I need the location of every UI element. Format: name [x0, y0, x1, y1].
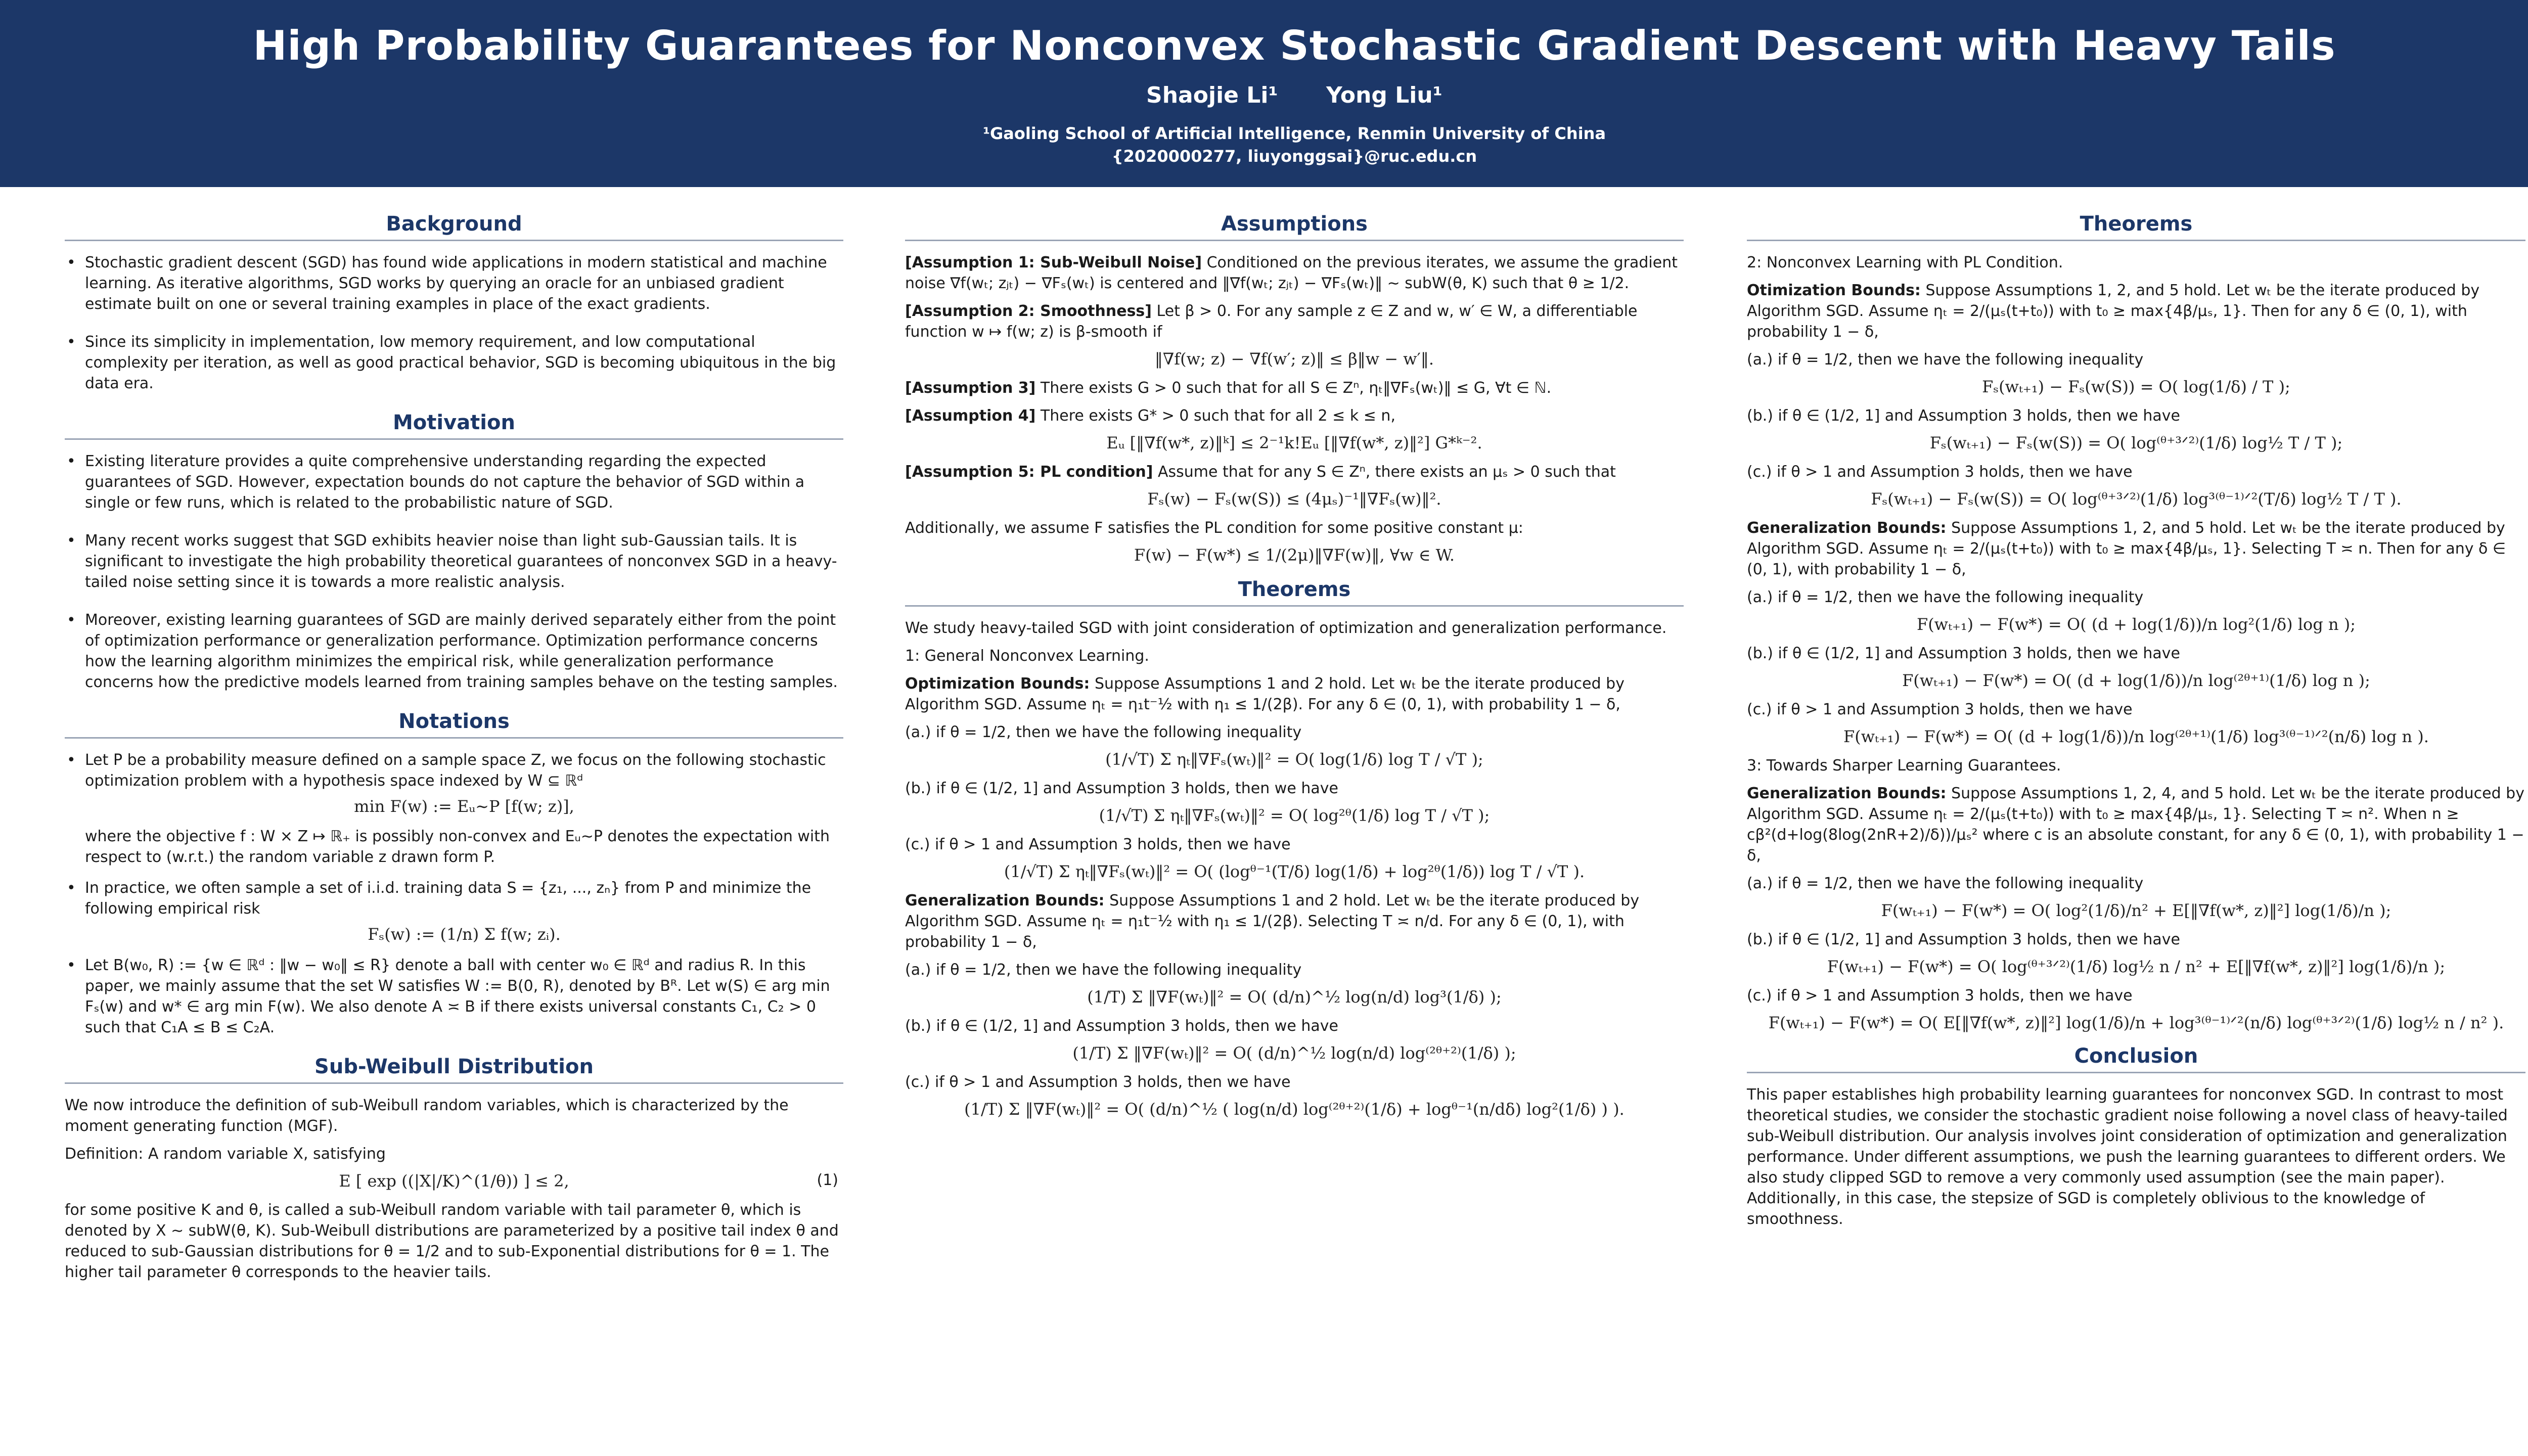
section-heading-theorems-middle: Theorems — [905, 578, 1684, 607]
optimization-bounds-1-label: Optimization Bounds: — [905, 675, 1090, 693]
generalization-bounds-2-label: Generalization Bounds: — [1747, 519, 1947, 537]
assumption-2-label: [Assumption 2: Smoothness] — [905, 302, 1152, 320]
case-2-title: 2: Nonconvex Learning with PL Condition. — [1747, 254, 2063, 271]
assumption-3-text: There exists G > 0 such that for all S ∈ Zⁿ, ηₜ‖∇Fₛ(wₜ)‖ ≤ G, ∀t ∈ ℕ. — [1040, 379, 1552, 397]
background-bullet-2: • Since its simplicity in implementation, low memory requirement, and low computational complexity per iteration, as well as good practical behavior, SGD is becoming ubiquitous in the big data era. — [65, 332, 843, 394]
subweibull-intro: We now introduce the definition of sub-Weibull random variables, which is characterized by the moment generating function (MGF). — [65, 1097, 789, 1135]
section-heading-subweibull: Sub-Weibull Distribution — [65, 1055, 843, 1084]
equation-moment: Eᵤ [‖∇f(w*, z)‖ᵏ] ≤ 2⁻¹k!Eᵤ [‖∇f(w*, z)‖²] G*ᵏ⁻². — [1106, 433, 1482, 452]
section-heading-assumptions: Assumptions — [905, 212, 1684, 241]
sharp-case-c: (c.) if θ > 1 and Assumption 3 holds, then we have — [1747, 987, 2133, 1005]
generalization-bounds-2 — [1747, 518, 2525, 580]
equation-empirical-risk: Fₛ(w) := (1/n) Σ f(w; zᵢ). — [368, 925, 561, 944]
equation-gen2-a: F(wₜ₊₁) − F(w*) = O( (d + log(1/δ))/n log²(1/δ) log n ); — [1916, 615, 2356, 634]
optimization-bounds-2-text: Suppose Assumptions 1, 2, and 5 hold. Let wₜ be the iterate produced by Algorithm SGD. Assume ηₜ = 2/(μₛ(t+t₀)) with t₀ ≥ max{4β/μₛ, 1}. Then for any δ ∈ (0, 1), with probability 1 − δ, — [1747, 282, 2480, 341]
case-1-title: 1: General Nonconvex Learning. — [905, 647, 1149, 665]
section-heading-notations: Notations — [65, 710, 843, 739]
conclusion-text: This paper establishes high probability learning guarantees for nonconvex SGD. In contrast to most theoretical studies, we consider the stochastic gradient noise following a novel class of heavy-tailed sub-Weibull distribution. Our analysis involves joint consideration of optimization and generalization performance. Under different assumptions, we push the learning guarantees to different orders. We also study clipped SGD to remove a very commonly used assumption (see the main paper). Additionally, in this case, the stepsize of SGD is completely oblivious to the knowledge of smoothness. — [1747, 1086, 2508, 1228]
motivation-bullet-3: • Moreover, existing learning guarantees of SGD are mainly derived separately either from the point of optimization performance or generalization performance. Optimization performance concerns how the learning algorithm minimizes the empirical risk, while generalization performance concerns how the predictive models learned from training samples behave on the testing samples. — [65, 610, 843, 693]
opt1-case-a: (a.) if θ = 1/2, then we have the following inequality — [905, 723, 1302, 741]
column-left — [65, 212, 843, 1290]
background-bullet-1: • Stochastic gradient descent (SGD) has found wide applications in modern statistical and machine learning. As iterative algorithms, SGD works by querying an oracle for an unbiased gradient estimate built on one or several training examples in place of the exact gradients. — [65, 252, 843, 314]
equation-objective: min F(w) := Eᵤ∼P [f(w; z)], — [354, 797, 574, 816]
notations-bullet-1 — [65, 750, 843, 868]
equation-opt1-b: (1/√T) Σ ηₜ‖∇Fₛ(wₜ)‖² = O( log²ᶿ(1/δ) log T / √T ); — [1099, 806, 1490, 825]
author-list — [0, 82, 2528, 108]
optimization-bounds-1-text: Suppose Assumptions 1 and 2 hold. Let wₜ be the iterate produced by Algorithm SGD. Assume ηₜ = η₁t⁻½ with η₁ ≤ 1/(2β). For any δ ∈ (0, 1), with probability 1 − δ, — [905, 675, 1624, 713]
optimization-bounds-1 — [905, 673, 1684, 715]
assumption-4 — [905, 405, 1684, 426]
assumption-1-text: Conditioned on the previous iterates, we assume the gradient noise ∇f(wₜ; zⱼₜ) − ∇Fₛ(wₜ) is centered and ‖∇f(wₜ; zⱼₜ) − ∇Fₛ(wₜ)‖ ∼ subW(θ, K) such that θ ≥ 1/2. — [905, 254, 1678, 292]
equation-opt2-c: Fₛ(wₜ₊₁) − Fₛ(w(S)) = O( log⁽ᶿ⁺³ᐟ²⁾(1/δ) log³⁽ᶿ⁻¹⁾ᐟ²(T/δ) log½ T / T ). — [1871, 489, 2402, 509]
assumption-extra: Additionally, we assume F satisfies the PL condition for some positive constant μ: — [905, 519, 1523, 537]
opt2-case-b: (b.) if θ ∈ (1/2, 1] and Assumption 3 holds, then we have — [1747, 407, 2180, 425]
equation-gen2-c: F(wₜ₊₁) − F(w*) = O( (d + log(1/δ))/n log⁽²ᶿ⁺¹⁾(1/δ) log³⁽ᶿ⁻¹⁾ᐟ²(n/δ) log n ). — [1843, 727, 2429, 746]
equation-gen1-c: (1/T) Σ ‖∇F(wₜ)‖² = O( (d/n)^½ ( log(n/d) log⁽²ᶿ⁺²⁾(1/δ) + logᶿ⁻¹(n/dδ) log²(1/δ) ) ). — [964, 1100, 1624, 1119]
theorems-intro: We study heavy-tailed SGD with joint consideration of optimization and generalization performance. — [905, 619, 1667, 637]
optimization-bounds-2 — [1747, 280, 2525, 342]
notations-bullet-3: • Let B(w₀, R) := {w ∈ ℝᵈ : ‖w − w₀‖ ≤ R} denote a ball with center w₀ ∈ ℝᵈ and radius R. In this paper, we mainly assume that the set W satisfies W := B(0, R), denoted by Bᴿ. Let w(S) ∈ arg min Fₛ(w) and w* ∈ arg min F(w). We also denote A ≍ B if there exists universal constants C₁, C₂ > 0 such that C₁A ≤ B ≤ C₂A. — [65, 955, 843, 1038]
author-2: Yong Liu¹ — [1326, 82, 1442, 108]
assumption-1-label: [Assumption 1: Sub-Weibull Noise] — [905, 254, 1202, 271]
column-right — [1747, 212, 2525, 1237]
equation-gen2-b: F(wₜ₊₁) − F(w*) = O( (d + log(1/δ))/n log⁽²ᶿ⁺¹⁾(1/δ) log n ); — [1902, 671, 2370, 690]
optimization-bounds-2-label: Otimization Bounds: — [1747, 282, 1921, 299]
opt1-case-b: (b.) if θ ∈ (1/2, 1] and Assumption 3 holds, then we have — [905, 780, 1338, 797]
subweibull-definition: Definition: A random variable X, satisfying — [65, 1145, 386, 1163]
poster-header — [0, 0, 2528, 187]
assumption-2 — [905, 301, 1684, 342]
poster-title: High Probability Guarantees for Nonconvex Stochastic Gradient Descent with Heavy Tails — [253, 22, 2336, 69]
generalization-bounds-1-text: Suppose Assumptions 1 and 2 hold. Let wₜ be the iterate produced by Algorithm SGD. Assume ηₜ = η₁t⁻½ with η₁ ≤ 1/(2β). Selecting T ≍ n/d. For any δ ∈ (0, 1), with probability 1 − δ, — [905, 892, 1640, 951]
equation-pl-population: F(w) − F(w*) ≤ 1/(2μ)‖∇F(w)‖, ∀w ∈ W. — [1134, 545, 1455, 565]
sharper-bounds — [1747, 783, 2525, 866]
section-heading-theorems-right: Theorems — [1747, 212, 2525, 241]
notations-bullet-1-text-b: where the objective f : W × Z ↦ ℝ₊ is possibly non-convex and Eᵤ∼P denotes the expectation with respect to (w.r.t.) the random variable z drawn form P. — [85, 828, 830, 866]
affiliation: ¹Gaoling School of Artificial Intelligence, Renmin University of China — [982, 124, 1606, 143]
motivation-bullet-1: • Existing literature provides a quite comprehensive understanding regarding the expected guarantees of SGD. However, expectation bounds do not capture the behavior of SGD within a single or few runs, which is related to the probabilistic nature of SGD. — [65, 451, 843, 513]
gen1-case-b: (b.) if θ ∈ (1/2, 1] and Assumption 3 holds, then we have — [905, 1017, 1338, 1035]
opt2-case-a: (a.) if θ = 1/2, then we have the following inequality — [1747, 351, 2144, 369]
gen2-case-b: (b.) if θ ∈ (1/2, 1] and Assumption 3 holds, then we have — [1747, 645, 2180, 662]
equation-pl: Fₛ(w) − Fₛ(w(S)) ≤ (4μₛ)⁻¹‖∇Fₛ(w)‖². — [1147, 489, 1441, 509]
equation-sharp-a: F(wₜ₊₁) − F(w*) = O( log²(1/δ)/n² + E[‖∇f(w*, z)‖²] log(1/δ)/n ); — [1881, 901, 2391, 920]
gen2-case-a: (a.) if θ = 1/2, then we have the following inequality — [1747, 588, 2144, 606]
assumption-3-label: [Assumption 3] — [905, 379, 1036, 397]
equation-opt1-c: (1/√T) Σ ηₜ‖∇Fₛ(wₜ)‖² = O( (logᶿ⁻¹(T/δ) log(1/δ) + log²ᶿ(1/δ)) log T / √T ). — [1004, 862, 1585, 881]
sharp-case-b: (b.) if θ ∈ (1/2, 1] and Assumption 3 holds, then we have — [1747, 931, 2180, 948]
equation-opt2-a: Fₛ(wₜ₊₁) − Fₛ(w(S)) = O( log(1/δ) / T ); — [1982, 377, 2290, 396]
motivation-bullet-2: • Many recent works suggest that SGD exhibits heavier noise than light sub-Gaussian tails. It is significant to investigate the high probability theoretical guarantees of nonconvex SGD in a heavy-tailed noise setting since it is towards a more realistic analysis. — [65, 530, 843, 593]
sharper-bounds-label: Generalization Bounds: — [1747, 785, 1947, 802]
assumption-5-label: [Assumption 5: PL condition] — [905, 463, 1153, 481]
notations-bullet-2-text: In practice, we often sample a set of i.i.d. training data S = {z₁, ..., zₙ} from P and minimize the following empirical risk — [85, 879, 811, 918]
email: {2020000277, liuyonggsai}@ruc.edu.cn — [1111, 147, 1477, 166]
assumption-5 — [905, 462, 1684, 482]
sharper-bounds-text: Suppose Assumptions 1, 2, 4, and 5 hold. Let wₜ be the iterate produced by Algorithm SGD. Assume ηₜ = 2/(μₛ(t+t₀)) with t₀ ≥ max{4β/μₛ, 1}. Selecting T ≍ n². When n ≥ cβ²(d+log(8log(2nR+2)/δ))/μₛ² where c is an absolute constant, for any δ ∈ (0, 1), with probability 1 − δ, — [1747, 785, 2524, 864]
assumption-4-text: There exists G* > 0 such that for all 2 ≤ k ≤ n, — [1040, 407, 1395, 425]
gen1-case-a: (a.) if θ = 1/2, then we have the following inequality — [905, 961, 1302, 979]
assumption-4-label: [Assumption 4] — [905, 407, 1036, 425]
subweibull-explanation: for some positive K and θ, is called a sub-Weibull random variable with tail parameter θ, which is denoted by X ∼ subW(θ, K). Sub-Weibull distributions are parameterized by a positive tail index θ and reduced to sub-Gaussian distributions for θ = 1/2 and to sub-Exponential distributions for θ = 1. The higher tail parameter θ corresponds to the heavier tails. — [65, 1201, 839, 1281]
generalization-bounds-1-label: Generalization Bounds: — [905, 892, 1105, 909]
notations-bullet-2 — [65, 878, 843, 945]
gen2-case-c: (c.) if θ > 1 and Assumption 3 holds, then we have — [1747, 701, 2133, 718]
opt1-case-c: (c.) if θ > 1 and Assumption 3 holds, then we have — [905, 836, 1291, 853]
section-heading-background: Background — [65, 212, 843, 241]
section-heading-motivation: Motivation — [65, 411, 843, 440]
equation-sharp-c: F(wₜ₊₁) − F(w*) = O( E[‖∇f(w*, z)‖²] log(1/δ)/n + log³⁽ᶿ⁻¹⁾ᐟ²(n/δ) log⁽ᶿ⁺³ᐟ²⁾(1/δ) log½ n / n² ). — [1768, 1013, 2504, 1032]
equation-opt1-a: (1/√T) Σ ηₜ‖∇Fₛ(wₜ)‖² = O( log(1/δ) log T / √T ); — [1105, 750, 1483, 769]
sharp-case-a: (a.) if θ = 1/2, then we have the following inequality — [1747, 875, 2144, 892]
notations-bullet-1-text: Let P be a probability measure defined on a sample space Z, we focus on the following stochastic optimization problem with a hypothesis space indexed by W ⊆ ℝᵈ — [85, 751, 826, 790]
equation-subweibull: E [ exp ((|X|/K)^(1/θ)) ] ≤ 2, — [339, 1171, 569, 1191]
author-1: Shaojie Li¹ — [1146, 82, 1278, 108]
case-3-title: 3: Towards Sharper Learning Guarantees. — [1747, 757, 2061, 775]
assumption-3 — [905, 378, 1684, 398]
assumption-2-text: Let β > 0. For any sample z ∈ Z and w, w′ ∈ W, a differentiable function w ↦ f(w; z) is β-smooth if — [905, 302, 1638, 341]
equation-number: (1) — [817, 1171, 838, 1189]
equation-subweibull-row — [65, 1171, 843, 1191]
equation-gen1-a: (1/T) Σ ‖∇F(wₜ)‖² = O( (d/n)^½ log(n/d) log³(1/δ) ); — [1087, 987, 1502, 1007]
gen1-case-c: (c.) if θ > 1 and Assumption 3 holds, then we have — [905, 1073, 1291, 1091]
generalization-bounds-2-text: Suppose Assumptions 1, 2, and 5 hold. Let wₜ be the iterate produced by Algorithm SGD. Assume ηₜ = 2/(μₛ(t+t₀)) with t₀ ≥ max{4β/μₛ, 1}. Selecting T ≍ n. Then for any δ ∈ (0, 1), with probability 1 − δ, — [1747, 519, 2506, 578]
opt2-case-c: (c.) if θ > 1 and Assumption 3 holds, then we have — [1747, 463, 2133, 481]
equation-smoothness: ‖∇f(w; z) − ∇f(w′; z)‖ ≤ β‖w − w′‖. — [1154, 349, 1434, 369]
equation-opt2-b: Fₛ(wₜ₊₁) − Fₛ(w(S)) = O( log⁽ᶿ⁺³ᐟ²⁾(1/δ) log½ T / T ); — [1929, 433, 2343, 452]
section-heading-conclusion: Conclusion — [1747, 1044, 2525, 1073]
equation-gen1-b: (1/T) Σ ‖∇F(wₜ)‖² = O( (d/n)^½ log(n/d) log⁽²ᶿ⁺²⁾(1/δ) ); — [1072, 1043, 1516, 1063]
equation-sharp-b: F(wₜ₊₁) − F(w*) = O( log⁽ᶿ⁺³ᐟ²⁾(1/δ) log½ n / n² + E[‖∇f(w*, z)‖²] log(1/δ)/n ); — [1827, 957, 2446, 976]
column-middle — [905, 212, 1684, 1128]
generalization-bounds-1 — [905, 890, 1684, 952]
assumption-1 — [905, 252, 1684, 294]
assumption-5-text: Assume that for any S ∈ Zⁿ, there exists an μₛ > 0 such that — [1158, 463, 1616, 481]
